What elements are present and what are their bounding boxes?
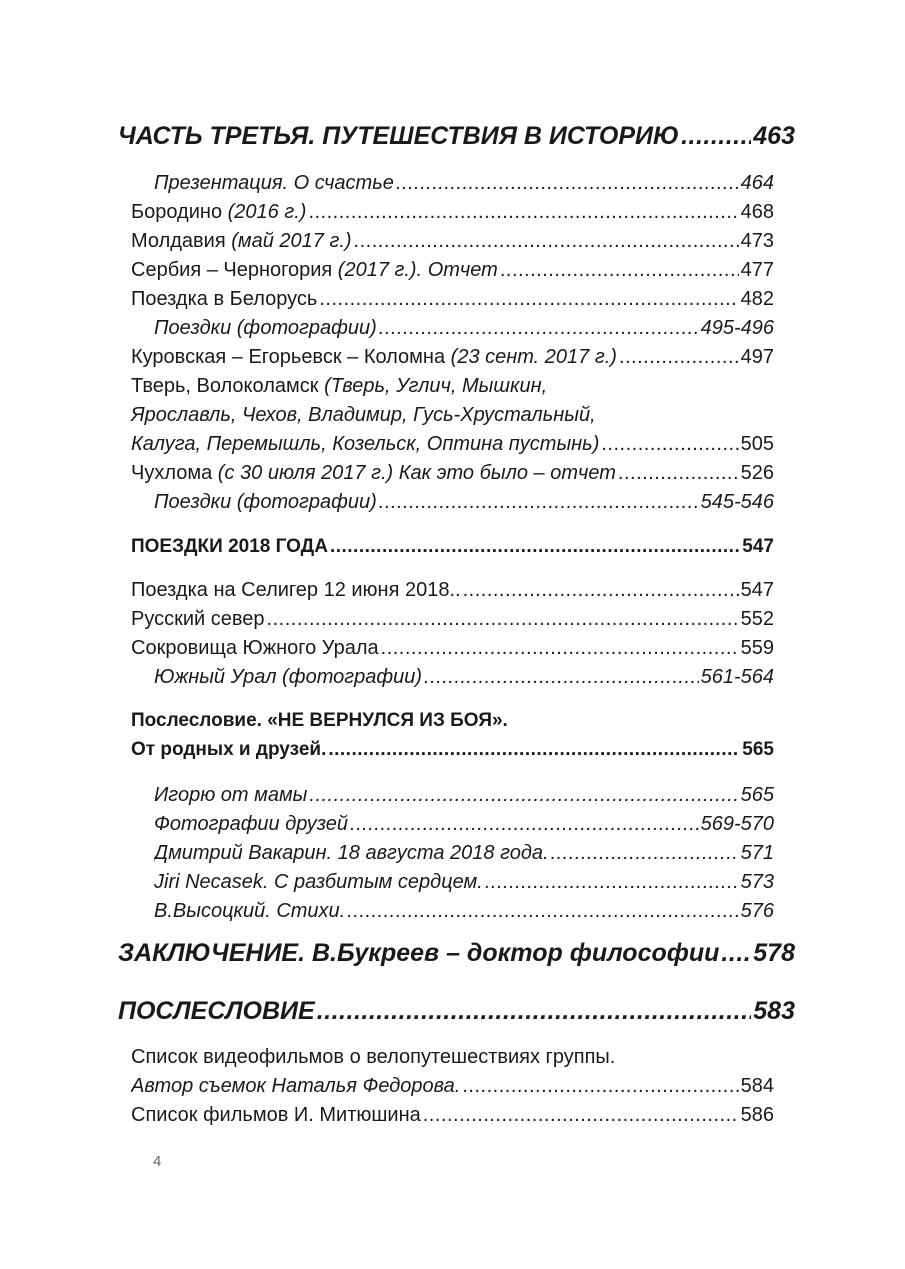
toc-page-number: 586 [740,1105,774,1125]
toc-entry [131,1076,774,1096]
toc-title: Русский север [131,609,265,629]
toc-section-afterword-fallen: Послесловие. «НЕ ВЕРНУЛСЯ ИЗ БОЯ». [131,710,508,731]
toc-title: Jiri Necasek. С разбитым сердцем. [154,872,483,892]
toc-entry [154,814,774,834]
toc-title: В.Высоцкий. Стихи. [154,901,346,921]
toc-entry [131,231,774,251]
leader-dots [317,999,752,1024]
leader-dots [601,434,738,454]
toc-title: ЗАКЛЮЧЕНИЕ. В.Букреев – доктор философии [118,941,720,966]
toc-title: Чухлома (с 30 июля 2017 г.) Как это было – отчет [131,463,616,483]
toc-title: Поездки (фотографии) [154,318,377,338]
toc-page-number: 547 [740,580,774,600]
leader-dots [354,231,739,251]
toc-page-number: 571 [740,843,774,863]
toc-title: От родных и друзей. [131,740,327,759]
page-number: 4 [153,1153,162,1170]
toc-entry [154,785,774,805]
toc-title: Молдавия (май 2017 г.) [131,231,352,251]
toc-page-number: 482 [740,289,774,309]
toc-entry-multiline: Ярославль, Чехов, Владимир, Гусь-Хрустальный, [131,404,596,426]
leader-dots [328,740,740,759]
toc-page-number: 573 [740,872,774,892]
toc-page-number: 584 [740,1076,774,1096]
toc-entry [131,463,774,483]
leader-dots [309,785,738,805]
toc-entry [154,667,774,687]
toc-entry [131,1105,774,1125]
leader-dots [379,318,699,338]
toc-title: Бородино (2016 г.) [131,202,307,222]
leader-dots [423,1105,739,1125]
toc-entry-multiline: Список видеофильмов о велопутешествиях группы. [131,1046,616,1068]
toc-title: Поездка на Селигер 12 июня 2018.. [131,580,461,600]
toc-entry [154,843,774,863]
toc-title: Поездки (фотографии) [154,492,377,512]
toc-title: Южный Урал (фотографии) [154,667,423,687]
leader-dots [381,638,739,658]
toc-title: Калуга, Перемышль, Козельск, Оптина пустынь) [131,434,600,454]
toc-title: Дмитрий Вакарин. 18 августа 2018 года. [154,843,549,863]
toc-entry [154,173,774,193]
leader-dots [424,667,699,687]
toc-entry [131,580,774,600]
toc-section-trips-2018 [131,537,774,556]
leader-dots [350,814,699,834]
toc-page-number: 505 [740,434,774,454]
toc-page-number: 565 [740,785,774,805]
toc-title: Сербия – Черногория (2017 г.). Отчет [131,260,498,280]
leader-dots [681,124,751,149]
toc-title: Куровская – Егорьевск – Коломна (23 сент. 2017 г.) [131,347,617,367]
leader-dots [721,941,751,966]
toc-title: Сокровища Южного Урала [131,638,379,658]
leader-dots [618,463,739,483]
toc-title: ПОЕЗДКИ 2018 ГОДА [131,537,328,556]
toc-page-number: 583 [753,999,795,1024]
toc-title: Фотографии друзей [154,814,349,834]
toc-page-number: 477 [740,260,774,280]
toc-title: Поездка в Белорусь [131,289,318,309]
toc-entry [131,260,774,280]
toc-conclusion [118,941,795,966]
toc-page-number: 569-570 [700,814,774,834]
toc-page-number: 576 [740,901,774,921]
toc-entry [131,347,774,367]
toc-title: Презентация. О счастье [154,173,394,193]
leader-dots [347,901,738,921]
leader-dots [462,1076,738,1096]
toc-page-number: 463 [753,124,795,149]
toc-title: Автор съемок Наталья Федорова. [131,1076,461,1096]
toc-entry [154,901,774,921]
toc-page-number: 565 [742,740,774,759]
toc-page-number: 495-496 [700,318,774,338]
toc-section-afterword-fallen [131,740,774,759]
leader-dots [308,202,738,222]
leader-dots [619,347,739,367]
leader-dots [463,580,739,600]
toc-entry [131,289,774,309]
leader-dots [379,492,699,512]
leader-dots [267,609,739,629]
leader-dots [319,289,738,309]
toc-part-three [118,124,795,149]
toc-entry-multiline: Тверь, Волоколамск (Тверь, Углич, Мышкин, [131,375,548,397]
toc-page-number: 559 [740,638,774,658]
leader-dots [330,537,740,556]
toc-page-number: 547 [742,537,774,556]
toc-entry [131,202,774,222]
toc-entry [154,872,774,892]
toc-title: Список фильмов И. Митюшина [131,1105,421,1125]
leader-dots [500,260,739,280]
toc-entry [131,434,774,454]
toc-title: Игорю от мамы [154,785,308,805]
toc-entry [154,492,774,512]
toc-page-number: 497 [740,347,774,367]
toc-entry [131,638,774,658]
toc-page-number: 552 [740,609,774,629]
toc-page-number: 473 [740,231,774,251]
toc-page-number: 464 [740,173,774,193]
toc-entry [131,609,774,629]
toc-afterword [118,999,795,1024]
leader-dots [551,843,739,863]
toc-page-number: 468 [740,202,774,222]
leader-dots [396,173,739,193]
toc-page-number: 578 [753,941,795,966]
toc-entry [154,318,774,338]
toc-page-number: 526 [740,463,774,483]
toc-page-number: 545-546 [700,492,774,512]
toc-title: ЧАСТЬ ТРЕТЬЯ. ПУТЕШЕСТВИЯ В ИСТОРИЮ [118,124,680,149]
toc-title: ПОСЛЕСЛОВИЕ [118,999,315,1024]
leader-dots [485,872,739,892]
toc-page-number: 561-564 [700,667,774,687]
